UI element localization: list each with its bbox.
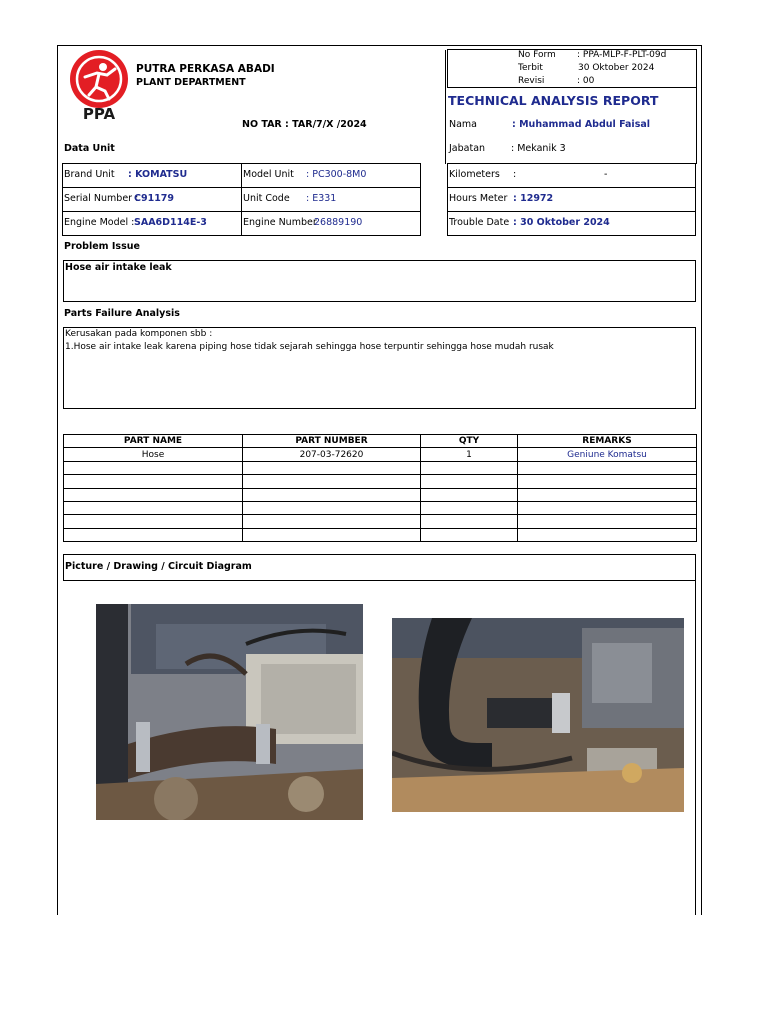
- parts-table: [63, 434, 697, 542]
- nama-value: : Muhammad Abdul Faisal: [512, 119, 651, 130]
- engine-model-label: Engine Model :: [64, 217, 135, 228]
- unit-status-row-line-1: [447, 187, 696, 188]
- part-number-cell: [243, 528, 421, 541]
- picture-title-box: [63, 554, 696, 581]
- remarks-cell: [518, 475, 697, 488]
- remarks-cell: [518, 528, 697, 541]
- department-name: PLANT DEPARTMENT: [136, 77, 246, 88]
- table-row: [64, 448, 697, 461]
- qty-cell: 1: [421, 448, 518, 461]
- unit-code-value: : E331: [306, 193, 337, 204]
- qty-cell: [421, 475, 518, 488]
- part-name-cell: [64, 475, 243, 488]
- data-unit-col-line: [241, 163, 242, 236]
- table-row: [64, 528, 697, 541]
- qty-cell: [421, 501, 518, 514]
- parts-failure-title: Parts Failure Analysis: [64, 308, 180, 319]
- hours-meter-label: Hours Meter: [449, 193, 508, 204]
- logo-text: PPA: [82, 105, 116, 123]
- brand-value: : KOMATSU: [128, 169, 188, 180]
- part-number-cell: [243, 515, 421, 528]
- qty-cell: [421, 488, 518, 501]
- jabatan-value: : Mekanik 3: [511, 143, 566, 154]
- part-number-cell: [243, 475, 421, 488]
- header-part-number: PART NUMBER: [243, 435, 421, 448]
- kilometers-value: -: [604, 169, 608, 180]
- part-name-cell: [64, 488, 243, 501]
- brand-label: Brand Unit: [64, 169, 115, 180]
- engine-photo-2: [392, 618, 684, 812]
- serial-label: Serial Number :: [64, 193, 139, 204]
- trouble-date-value: : 30 Oktober 2024: [513, 217, 610, 228]
- header-qty: QTY: [421, 435, 518, 448]
- header-divider-line: [445, 50, 446, 164]
- remarks-cell: [518, 501, 697, 514]
- table-row: [64, 501, 697, 514]
- nama-label: Nama: [449, 119, 478, 130]
- problem-issue-title: Problem Issue: [64, 241, 140, 252]
- part-name-cell: [64, 501, 243, 514]
- serial-value: C91179: [134, 193, 175, 204]
- unit-code-label: Unit Code: [243, 193, 290, 204]
- qty-cell: [421, 515, 518, 528]
- analysis-line-2: 1.Hose air intake leak karena piping hose tidak sejarah sehingga hose terpuntir sehingga hose mudah rusak: [65, 342, 554, 352]
- trouble-date-label: Trouble Date: [449, 217, 510, 228]
- qty-cell: [421, 528, 518, 541]
- model-label: Model Unit: [243, 169, 294, 180]
- qty-cell: [421, 461, 518, 474]
- frame-left-line: [57, 45, 58, 915]
- kilometers-label: Kilometers: [449, 169, 500, 180]
- model-value: : PC300-8M0: [306, 169, 367, 180]
- parts-failure-box: [63, 327, 696, 409]
- frame-right-line: [701, 45, 702, 915]
- kilometers-colon: :: [513, 169, 517, 180]
- remarks-cell: [518, 515, 697, 528]
- unit-status-row-line-2: [447, 211, 696, 212]
- hours-meter-value: : 12972: [513, 193, 554, 204]
- revisi-value: : 00: [577, 76, 595, 86]
- remarks-cell: [518, 461, 697, 474]
- company-logo: [63, 47, 135, 127]
- no-form-label: No Form: [518, 50, 556, 60]
- parts-table-header: [64, 435, 697, 448]
- report-title: TECHNICAL ANALYSIS REPORT: [448, 93, 659, 108]
- form-right-line: [696, 49, 697, 164]
- form-info-bottom-line: [447, 87, 697, 88]
- part-name-cell: Hose: [64, 448, 243, 461]
- no-tar: NO TAR : TAR/7/X /2024: [242, 119, 367, 130]
- header-part-name: PART NAME: [64, 435, 243, 448]
- engine-number-value: 26889190: [314, 217, 363, 228]
- part-number-cell: 207-03-72620: [243, 448, 421, 461]
- terbit-label: Terbit: [518, 63, 543, 73]
- remarks-cell: [518, 488, 697, 501]
- jabatan-label: Jabatan: [449, 143, 486, 154]
- part-name-cell: [64, 461, 243, 474]
- frame-top-line: [57, 45, 702, 46]
- remarks-cell: Geniune Komatsu: [518, 448, 697, 461]
- picture-right-line: [695, 581, 696, 915]
- part-name-cell: [64, 515, 243, 528]
- part-number-cell: [243, 461, 421, 474]
- terbit-value: 30 Oktober 2024: [578, 63, 655, 73]
- form-info-left-line: [447, 49, 448, 87]
- company-name: PUTRA PERKASA ABADI: [136, 63, 275, 75]
- table-row: [64, 488, 697, 501]
- table-row: [64, 461, 697, 474]
- table-row: [64, 475, 697, 488]
- problem-issue-text: Hose air intake leak: [65, 262, 172, 273]
- header-remarks: REMARKS: [518, 435, 697, 448]
- picture-section-title: Picture / Drawing / Circuit Diagram: [65, 561, 252, 572]
- no-form-value: : PPA-MLP-F-PLT-09d: [577, 50, 667, 60]
- part-name-cell: [64, 528, 243, 541]
- analysis-line-1: Kerusakan pada komponen sbb :: [65, 329, 213, 339]
- engine-model-value: SAA6D114E-3: [134, 217, 207, 228]
- problem-issue-box: [63, 260, 696, 302]
- table-row: [64, 515, 697, 528]
- part-number-cell: [243, 488, 421, 501]
- engine-photo-1: [96, 604, 363, 820]
- data-unit-title: Data Unit: [64, 143, 115, 154]
- revisi-label: Revisi: [518, 76, 545, 86]
- engine-number-label: Engine Number: [243, 217, 317, 228]
- part-number-cell: [243, 501, 421, 514]
